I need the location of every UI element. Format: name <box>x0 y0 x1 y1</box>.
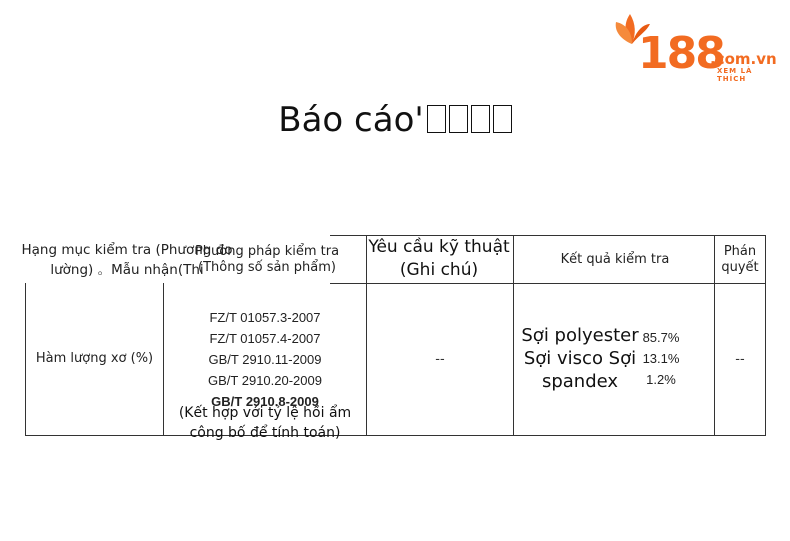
brand-logo[interactable] <box>608 10 784 83</box>
result-percent-1: 85.7% <box>642 330 680 345</box>
requirement-value: -- <box>435 351 445 367</box>
logo-slogan: XEM LÀ THÍCH <box>717 67 753 83</box>
standard-1: FZ/T 01057.3-2007 <box>209 310 321 325</box>
verdict-value: -- <box>735 351 745 367</box>
row-item-fiber-content: Hàm lượng xơ (%) <box>35 351 154 366</box>
standard-4: GB/T 2910.20-2009 <box>208 373 322 388</box>
result-fibers: Sợi polyester Sợi visco Sợi spandex <box>521 324 639 392</box>
table-rule-bottom <box>25 435 766 436</box>
standard-5: GB/T 2910.8-2009 <box>211 394 319 409</box>
method-note: (Kết hợp với tỷ lệ hồi ẩm công bố để tính toán) <box>178 405 352 441</box>
header-inspection-item: Hạng mục kiểm tra (Phương đo lường) 。Mẫu nhận(Thi <box>21 242 233 278</box>
table-rule-right <box>765 236 766 435</box>
header-test-result: Kết quả kiểm tra <box>560 252 670 267</box>
title-missing-glyphs <box>424 102 512 142</box>
result-percent-2: 13.1% <box>642 351 680 366</box>
logo-domain: .com.vn <box>710 50 777 68</box>
logo-number: 188 <box>638 28 724 79</box>
page-title <box>0 100 790 142</box>
header-test-method: Phương pháp kiểm tra (Thông số sản phẩm) <box>194 244 340 275</box>
title-text: Báo cáo' <box>278 100 424 140</box>
result-percent-3: 1.2% <box>646 372 676 387</box>
standard-3: GB/T 2910.11-2009 <box>208 352 322 367</box>
standard-2: FZ/T 01057.4-2007 <box>209 331 321 346</box>
header-technical-requirement: Yêu cầu kỹ thuật (Ghi chú) <box>368 237 510 280</box>
header-verdict: Phán quyết <box>721 244 759 275</box>
